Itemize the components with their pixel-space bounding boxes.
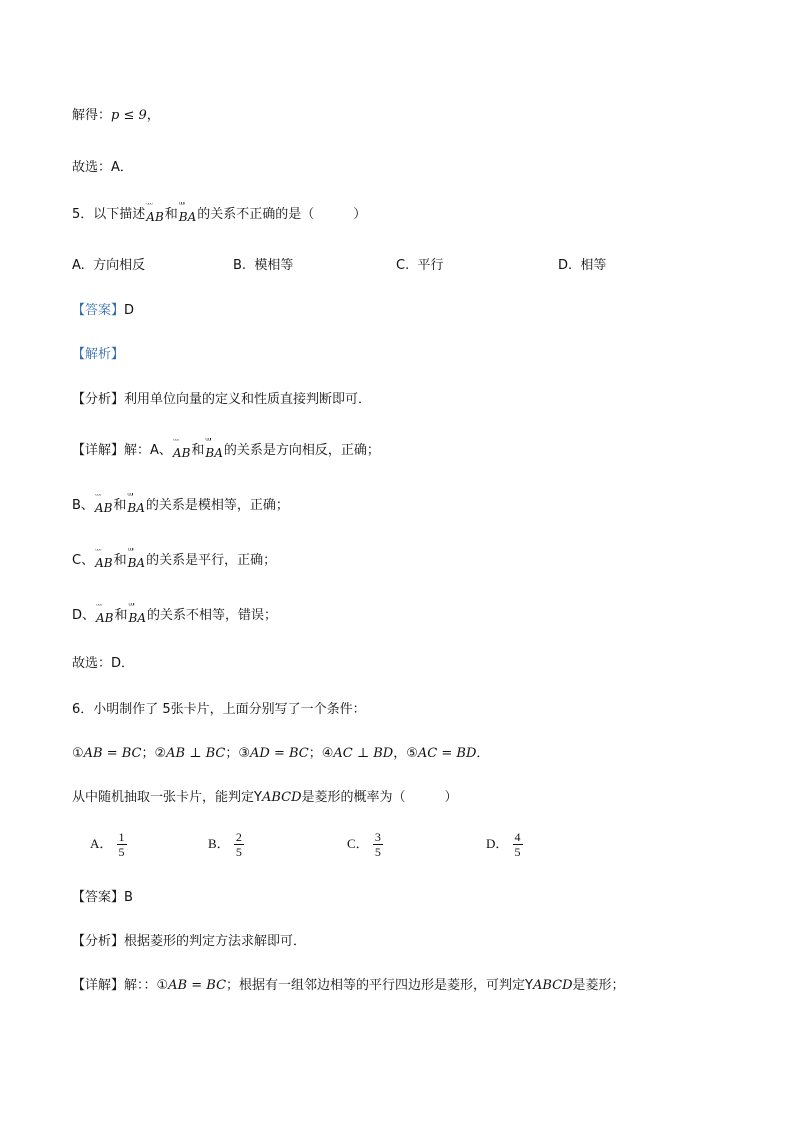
vector-label: AB (95, 556, 113, 570)
vector-ab (96, 602, 114, 625)
vector-label: AB (172, 446, 191, 460)
vector-arrow: ᵕᵕᵕ (95, 547, 101, 555)
text: C、 (72, 553, 95, 568)
answer-line (72, 301, 134, 321)
option-d (486, 830, 523, 859)
question-text: 5．以下描述 (72, 207, 146, 222)
text: 是菱形的概率为（ ） (301, 790, 458, 805)
option-b (233, 256, 293, 276)
text: 从中随机抽取一张卡片，能判定 (72, 790, 255, 805)
separator: ， (393, 746, 407, 761)
vector-label: AB (146, 210, 164, 224)
vector-ba (127, 492, 145, 515)
separator: ； (225, 746, 239, 761)
vector-arrow: ᵕᵕᵕ (172, 437, 179, 445)
answer-value: B (124, 890, 133, 905)
vector-label: BA (205, 446, 223, 460)
text: B、 (72, 498, 94, 513)
vector-ab (95, 547, 113, 570)
option-label: D． (486, 836, 509, 851)
vector-arrow: ᵕᵕᵕ (96, 602, 102, 610)
option-text: 平行 (417, 258, 444, 273)
answer-line (72, 888, 133, 908)
text: 和 (113, 498, 127, 513)
text: 和 (191, 443, 205, 458)
option-label: D. (558, 258, 573, 273)
vector-label: AB (94, 501, 113, 515)
fraction (513, 830, 523, 859)
question-5 (72, 201, 367, 225)
option-label: C. (396, 258, 410, 273)
circled-number: ③ (238, 746, 251, 761)
question-6: 6．小明制作了 5张卡片，上面分别写了一个条件： (72, 702, 366, 717)
vector-ab (94, 492, 113, 515)
denominator: 5 (235, 845, 242, 859)
text: 解得： (72, 108, 112, 123)
vector-arrow: ᵁᵁᴵᴵ (205, 437, 211, 445)
option-text: 模相等 (254, 258, 294, 273)
separator: ． (476, 746, 490, 761)
analysis-line (72, 932, 306, 952)
circled-number: ① (72, 746, 84, 761)
detail-line (72, 976, 625, 996)
denominator: 5 (118, 845, 125, 859)
text: 和 (113, 553, 127, 568)
text: ， (146, 108, 160, 123)
vector-label: BA (127, 501, 145, 515)
analysis-text: 利用单位向量的定义和性质直接判断即可． (124, 392, 372, 407)
condition-expr: AB ⊥ BC (166, 746, 226, 761)
vector-arrow: ᵕᵕᵕ (146, 201, 152, 209)
detail-tag: 【详解】 (72, 443, 125, 458)
text: 和 (164, 207, 178, 222)
option-b (208, 830, 244, 859)
text: ；根据有一组邻边相等的平行四边形是菱形，可判定 (226, 978, 526, 993)
numerator: 3 (374, 830, 381, 844)
detail-line-a (72, 437, 380, 461)
vector-ab (172, 437, 191, 460)
option-label: B． (208, 836, 230, 851)
math-abcd: ABCD (532, 978, 573, 993)
numerator: 1 (118, 830, 125, 844)
option-label: A． (90, 836, 113, 851)
circled-number: ② (154, 746, 167, 761)
option-c (347, 830, 383, 859)
vector-ba (127, 547, 146, 570)
option-text: 方向相反 (93, 258, 146, 273)
conditions-line (72, 744, 489, 764)
q5-options (72, 256, 732, 276)
vector-label: BA (127, 556, 146, 570)
answer-value: D (124, 303, 135, 318)
vector-arrow: ᵁᵁᴵᴵ (127, 492, 133, 500)
analysis-line (72, 390, 371, 410)
vector-arrow: ᵁᵁᴵᴵ (178, 201, 184, 209)
option-label: B. (233, 258, 247, 273)
vector-ba (128, 602, 146, 625)
math-inequality: p ≤ 9 (111, 108, 147, 123)
vector-ab (146, 201, 164, 224)
text: 的关系是方向相反，正确； (223, 443, 380, 458)
text: 的关系是平行，正确； (146, 553, 277, 568)
fraction (373, 830, 383, 859)
vector-arrow: ᵁᵁᴵᴵ (128, 602, 134, 610)
option-a (72, 256, 145, 276)
detail-line-b (72, 492, 289, 516)
text: 和 (114, 608, 128, 623)
detail-tag: 【详解】 (72, 978, 125, 993)
q6-options (90, 830, 650, 866)
choice-line: 故选：A． (72, 160, 133, 175)
parallelogram-symbol: Y (525, 978, 533, 993)
math-expr: AB = BC (168, 978, 227, 993)
math-abcd: ABCD (261, 790, 302, 805)
solution-line (72, 106, 160, 126)
numerator: 4 (514, 830, 521, 844)
condition-expr: AC = BD (417, 746, 477, 761)
text: 解：A、 (124, 443, 172, 458)
vector-ba (205, 437, 223, 460)
text: 是菱形； (572, 978, 625, 993)
condition-expr: AC ⊥ BD (333, 746, 394, 761)
fraction (234, 830, 244, 859)
parallelogram-symbol: Y (254, 790, 262, 805)
vector-arrow: ᵕᵕᵕ (94, 492, 101, 500)
answer-tag: 【答案】 (72, 890, 125, 905)
analysis-tag: 【分析】 (72, 392, 125, 407)
denominator: 5 (374, 845, 381, 859)
detail-line-d (72, 602, 278, 626)
option-label: C． (347, 836, 369, 851)
denominator: 5 (514, 845, 521, 859)
analysis-text: 根据菱形的判定方法求解即可． (124, 934, 307, 949)
condition-expr: AD = BC (250, 746, 309, 761)
vector-arrow: ᵁᵁᴵᴵ (127, 547, 133, 555)
text: D、 (72, 608, 96, 623)
detail-line-c (72, 547, 277, 571)
circled-number: ⑤ (406, 746, 418, 761)
option-text: 相等 (580, 258, 607, 273)
text: 的关系不相等，错误； (147, 608, 278, 623)
question-text: 的关系不正确的是（ ） (197, 207, 367, 222)
text: 的关系是模相等，正确； (145, 498, 289, 513)
option-label: A. (72, 258, 85, 273)
separator: ； (308, 746, 322, 761)
analysis-tag: 【分析】 (72, 934, 125, 949)
separator: ； (141, 746, 155, 761)
option-c (396, 256, 444, 276)
vector-ba (178, 201, 197, 224)
condition-expr: AB = BC (83, 746, 142, 761)
vector-label: AB (96, 611, 114, 625)
vector-label: BA (178, 210, 197, 224)
circled-number: ④ (321, 746, 334, 761)
answer-tag: 【答案】 (72, 303, 125, 318)
vector-label: BA (128, 611, 146, 625)
option-a (90, 830, 127, 859)
option-d (558, 256, 606, 276)
choice-line: 故选：D． (72, 656, 135, 671)
fraction (117, 830, 127, 859)
jiexi-heading (72, 345, 124, 365)
numerator: 2 (235, 830, 242, 844)
question-6-prompt (72, 788, 458, 808)
jiexi-tag: 【解析】 (72, 347, 125, 362)
text: 解：：① (124, 978, 169, 993)
